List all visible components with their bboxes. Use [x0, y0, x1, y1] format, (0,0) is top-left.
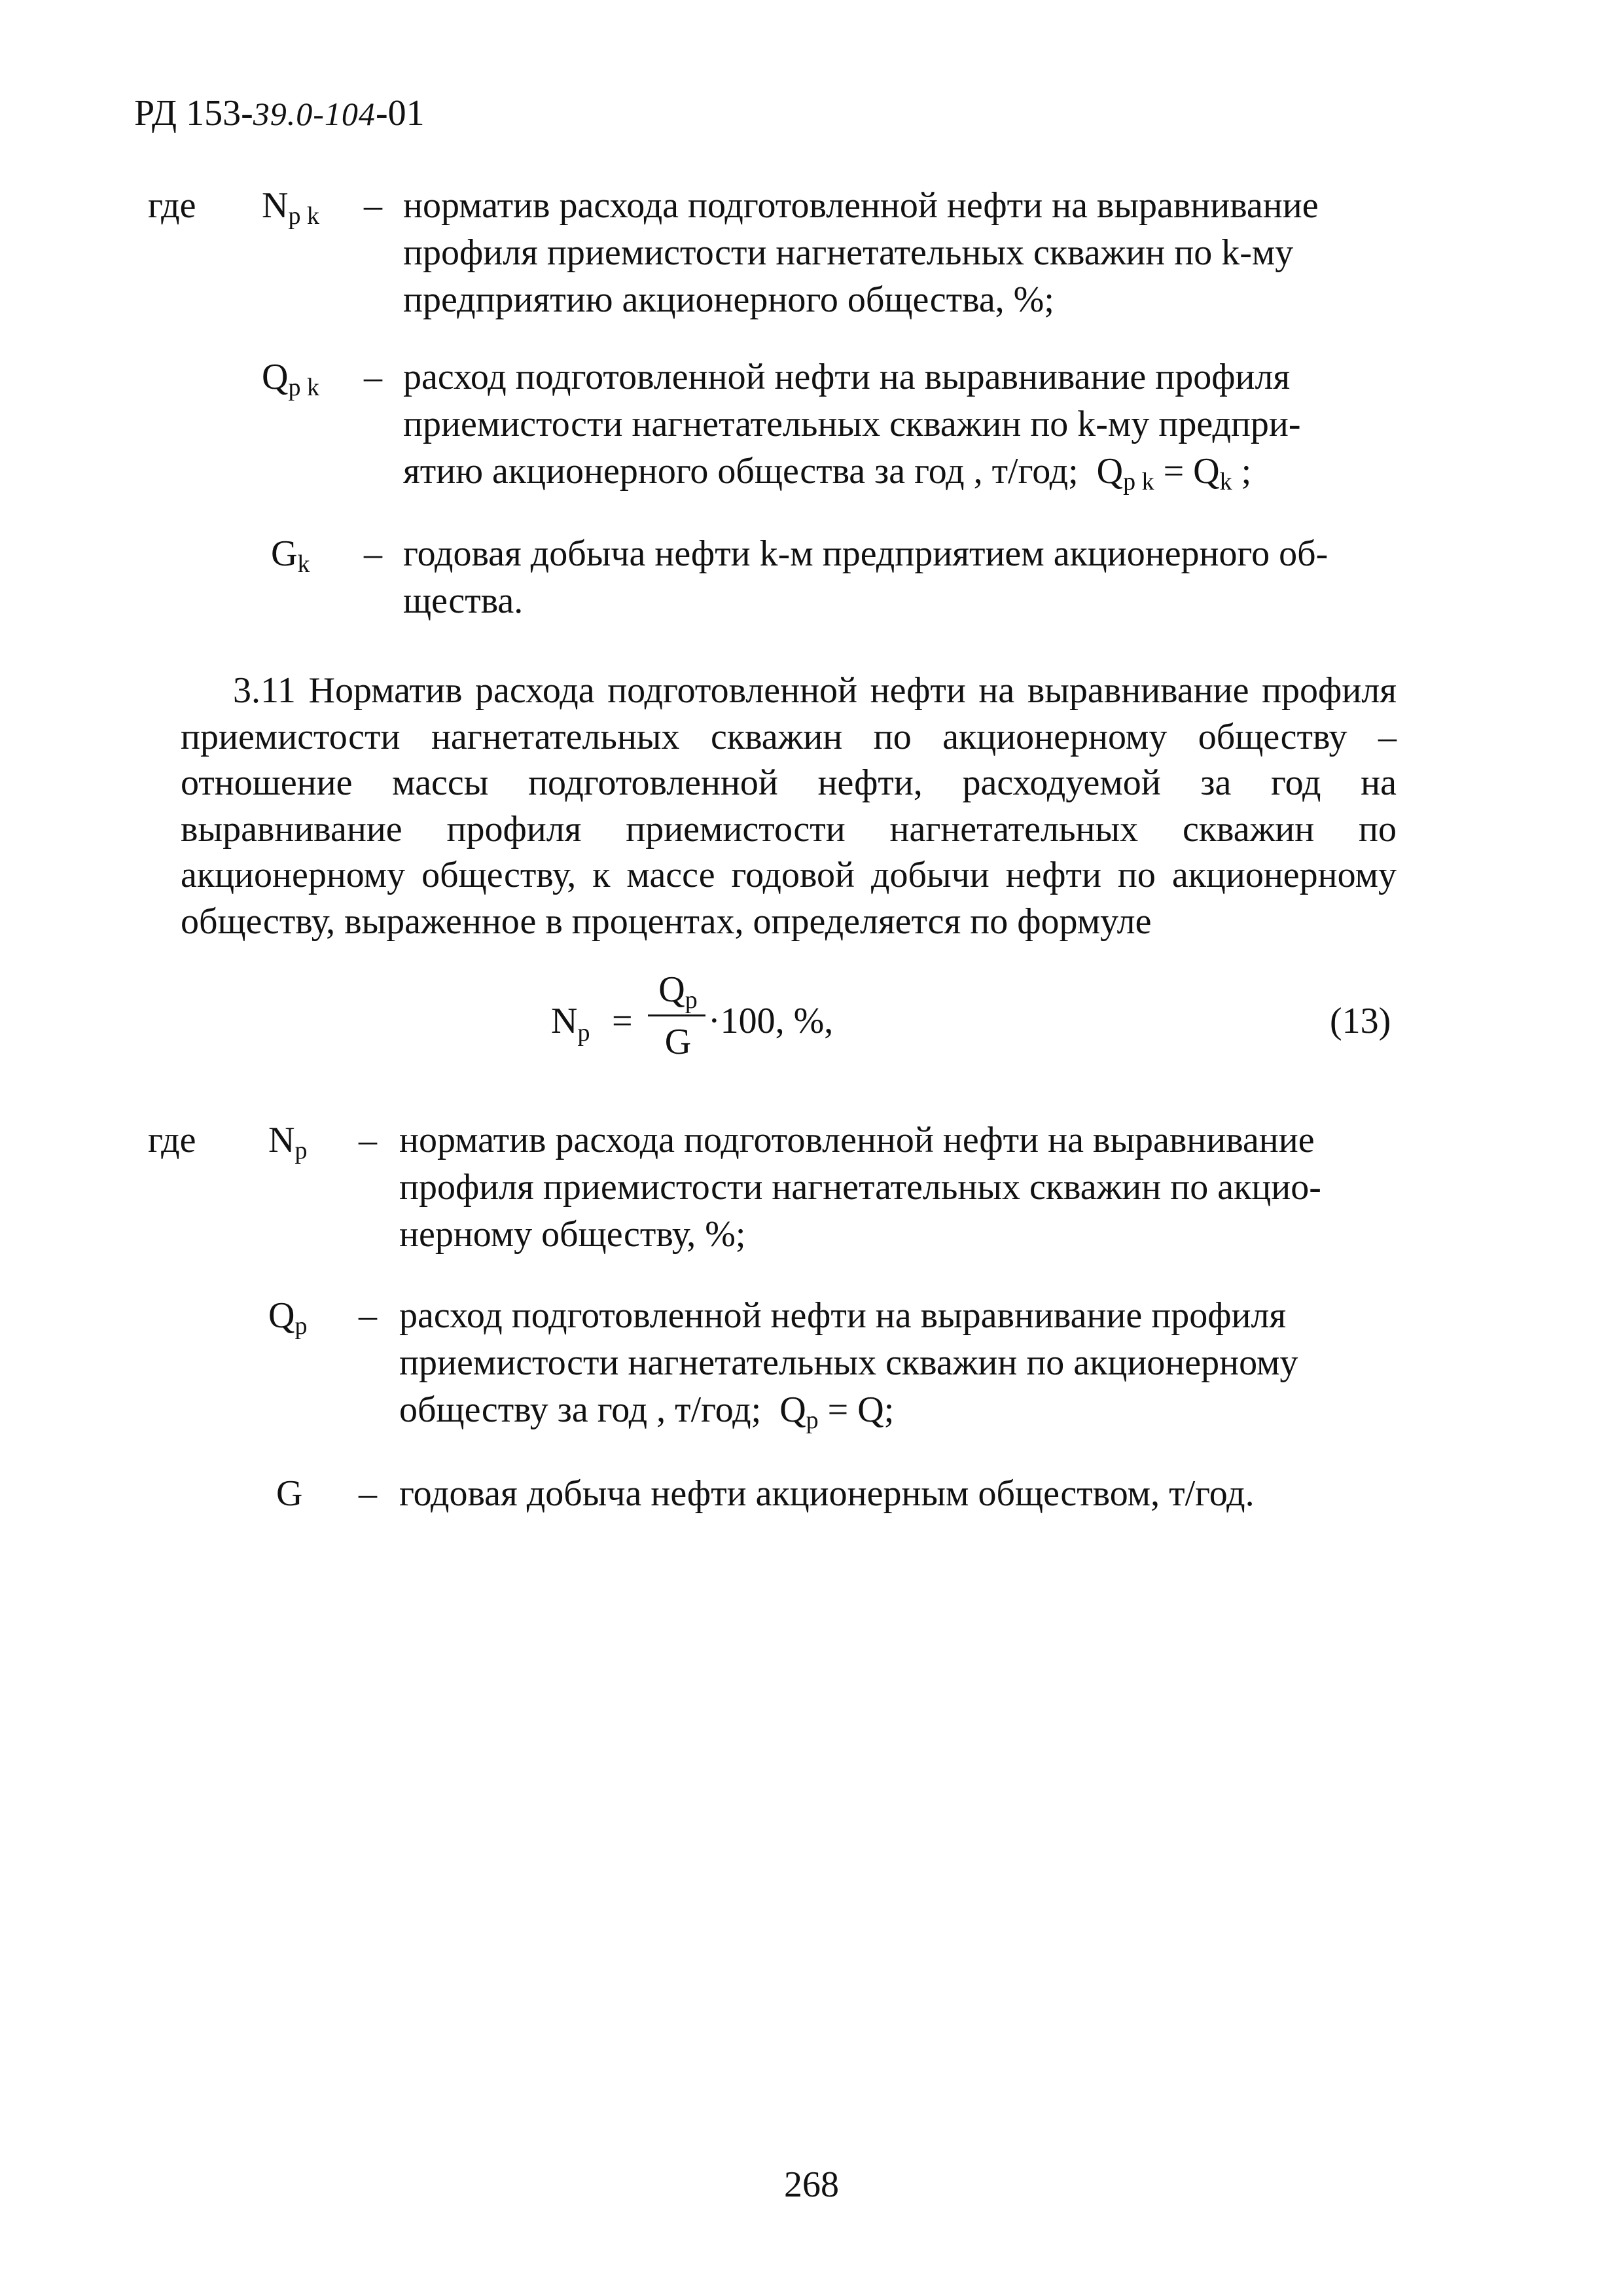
definition-symbol: $Q_p$ — [268, 1295, 308, 1340]
definition-dash: – — [359, 1295, 377, 1336]
definition-symbol: $G_k$ — [271, 533, 310, 578]
definition-symbol: G — [276, 1473, 303, 1514]
document-code-suffix: -01 — [375, 93, 425, 134]
document-code-header — [134, 90, 425, 137]
definition-dash: – — [359, 1120, 377, 1160]
inline-formula: $Q_p = Q$; — [779, 1390, 895, 1434]
equation-number: (13) — [1330, 1001, 1391, 1041]
formula-denominator: G — [664, 1022, 692, 1062]
formula-multiplier: ·100, %, — [708, 1001, 834, 1041]
formula-lhs: $N_p$ — [551, 1001, 590, 1047]
definition-text: норматив расхода подготовленной нефти на выравнивание профиля приемистости нагнетательных скважин по k-му предприятию акционерного общества, %; — [403, 185, 1319, 320]
formula-numerator: $Q_p$ — [658, 969, 698, 1014]
definition-dash: – — [364, 533, 382, 574]
definition-dash: – — [364, 357, 382, 397]
formula-13 — [0, 969, 1623, 1100]
paragraph-3-11: 3.11 Норматив расхода подготовленной нефти на выравнивание профиля приемистости нагнетательных скважин по акционерному обществу – отношение массы подготовленной нефти, расходуемой за год на выравнивание профиля приемистости нагнетательных скважин по акционерному обществу, к массе годовой добычи нефти по акционерному обществу, выраженное в процентах, определяется по формуле — [181, 670, 1397, 942]
formula-equals: = — [612, 1001, 633, 1041]
where-label: где — [148, 185, 196, 226]
where-label: где — [148, 1120, 196, 1160]
definition-text: расход подготовленной нефти на выравнивание профиля приемистости нагнетательных скважин по k-му предпри- ятию акционерного общества за год , т/год; $Q_{p k} = Q_k$ ; — [403, 357, 1301, 495]
document-code-prefix: РД 153- — [134, 93, 253, 134]
definition-text: годовая добыча нефти k-м предприятием акционерного об- щества. — [403, 533, 1329, 621]
definition-dash: – — [364, 185, 382, 226]
definition-text: годовая добыча нефти акционерным обществом, т/год. — [399, 1473, 1255, 1514]
definition-text: норматив расхода подготовленной нефти на выравнивание профиля приемистости нагнетательных скважин по акцио- нерному обществу, %; — [399, 1120, 1321, 1255]
definition-text: расход подготовленной нефти на выравнивание профиля приемистости нагнетательных скважин по акционерному обществу за год , т/год; $Q_p = Q$; — [399, 1295, 1298, 1434]
definition-dash: – — [359, 1473, 377, 1514]
page-number: 268 — [784, 2164, 839, 2205]
handwritten-document-code: 39.0-104 — [253, 96, 376, 132]
fraction-bar — [648, 1014, 705, 1016]
definition-symbol: $N_{p k}$ — [262, 185, 319, 230]
definition-symbol: $Q_{p k}$ — [262, 357, 319, 401]
definition-symbol: $N_p$ — [268, 1120, 308, 1164]
inline-formula: $Q_{p k} = Q_k$ ; — [1096, 451, 1252, 495]
